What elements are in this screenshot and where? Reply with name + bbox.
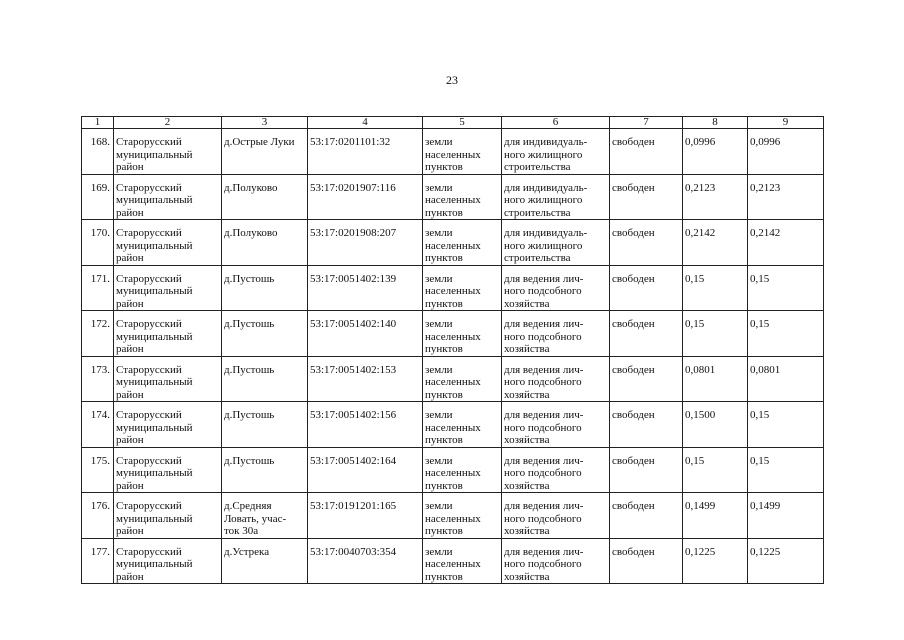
cadastral-number-cell <box>308 447 423 493</box>
locality-cell-text: д.Пустошь <box>224 409 275 421</box>
district-cell-text: Старорусский муниципальный район <box>116 545 193 583</box>
row-number-text: 169. <box>90 181 110 194</box>
status-cell-text: свободен <box>612 181 655 194</box>
cadastral-number-cell <box>308 538 423 584</box>
locality-cell <box>222 311 308 357</box>
land-category-cell-text: земли населенных пунктов <box>425 181 481 219</box>
district-cell <box>114 265 222 311</box>
row-number <box>82 220 114 266</box>
permitted-use-cell <box>502 265 610 311</box>
permitted-use-cell <box>502 447 610 493</box>
area-cell <box>683 311 748 357</box>
permitted-use-cell-text: для ведения лич- ного подсобного хозяйства <box>504 500 584 537</box>
area-cell-text: 0,15 <box>750 272 770 285</box>
cadastral-number-cell-text: 53:17:0051402:139 <box>310 272 397 285</box>
area-cell <box>683 174 748 220</box>
land-category-cell <box>423 538 502 584</box>
area-cell-text: 0,1499 <box>750 500 781 512</box>
land-category-cell-text: земли населенных пунктов <box>425 409 481 446</box>
locality-cell-text: д.Устрека <box>224 545 270 558</box>
table-row <box>82 402 824 448</box>
row-number-text: 176. <box>90 500 110 512</box>
land-category-cell <box>423 356 502 402</box>
column-header: 9 <box>748 117 824 129</box>
locality-cell <box>222 129 308 175</box>
area-cell <box>748 538 824 584</box>
cadastral-number-cell-text: 53:17:0040703:354 <box>310 545 397 558</box>
area-cell <box>748 220 824 266</box>
land-category-cell-text: земли населенных пунктов <box>425 272 481 310</box>
area-cell <box>683 129 748 175</box>
table-row <box>82 265 824 311</box>
district-cell-text: Старорусский муниципальный район <box>116 181 193 219</box>
district-cell <box>114 493 222 539</box>
area-cell <box>748 447 824 493</box>
status-cell-text: свободен <box>612 500 655 512</box>
locality-cell-text: д.Средняя Ловать, учас- ток 30а <box>224 500 287 537</box>
area-cell-text: 0,15 <box>750 454 770 467</box>
area-cell-text: 0,2142 <box>685 227 716 239</box>
permitted-use-cell-text: для индивидуаль- ного жилищного строительства <box>504 227 588 264</box>
land-category-cell-text: земли населенных пунктов <box>425 500 481 537</box>
district-cell <box>114 447 222 493</box>
area-cell <box>748 311 824 357</box>
district-cell <box>114 402 222 448</box>
column-header: 4 <box>308 117 423 129</box>
status-cell <box>610 129 683 175</box>
land-category-cell <box>423 493 502 539</box>
permitted-use-cell-text: для ведения лич- ного подсобного хозяйства <box>504 454 584 492</box>
area-cell <box>683 356 748 402</box>
column-number-row <box>82 117 824 129</box>
land-category-cell <box>423 220 502 266</box>
district-cell-text: Старорусский муниципальный район <box>116 500 193 537</box>
row-number <box>82 174 114 220</box>
table-row <box>82 220 824 266</box>
locality-cell-text: д.Полуково <box>224 227 278 239</box>
locality-cell-text: д.Полуково <box>224 181 278 194</box>
area-cell-text: 0,2142 <box>750 227 781 239</box>
permitted-use-cell <box>502 220 610 266</box>
area-cell <box>683 402 748 448</box>
permitted-use-cell <box>502 356 610 402</box>
permitted-use-cell <box>502 174 610 220</box>
column-header: 2 <box>114 117 222 129</box>
row-number-text: 170. <box>90 227 110 239</box>
status-cell <box>610 402 683 448</box>
status-cell <box>610 174 683 220</box>
land-category-cell-text: земли населенных пунктов <box>425 545 481 583</box>
area-cell <box>683 447 748 493</box>
status-cell-text: свободен <box>612 318 655 330</box>
area-cell-text: 0,1225 <box>685 545 716 558</box>
column-header: 5 <box>423 117 502 129</box>
cadastral-number-cell <box>308 402 423 448</box>
cadastral-number-cell-text: 53:17:0201907:116 <box>310 181 396 194</box>
cadastral-number-cell <box>308 311 423 357</box>
district-cell-text: Старорусский муниципальный район <box>116 454 193 492</box>
district-cell <box>114 538 222 584</box>
area-cell <box>748 265 824 311</box>
permitted-use-cell <box>502 129 610 175</box>
row-number-text: 168. <box>90 136 110 148</box>
district-cell <box>114 129 222 175</box>
status-cell <box>610 493 683 539</box>
district-cell-text: Старорусский муниципальный район <box>116 318 193 355</box>
table-row <box>82 447 824 493</box>
area-cell <box>683 265 748 311</box>
area-cell-text: 0,0996 <box>750 136 781 148</box>
area-cell <box>748 493 824 539</box>
permitted-use-cell-text: для ведения лич- ного подсобного хозяйства <box>504 409 584 446</box>
locality-cell <box>222 538 308 584</box>
status-cell-text: свободен <box>612 454 655 467</box>
row-number-text: 172. <box>90 318 110 330</box>
locality-cell <box>222 220 308 266</box>
row-number <box>82 265 114 311</box>
land-category-cell <box>423 402 502 448</box>
status-cell-text: свободен <box>612 136 655 148</box>
district-cell-text: Старорусский муниципальный район <box>116 136 193 173</box>
row-number-text: 174. <box>90 409 110 421</box>
status-cell <box>610 538 683 584</box>
district-cell-text: Старорусский муниципальный район <box>116 363 193 401</box>
land-plots-table <box>81 116 824 584</box>
locality-cell <box>222 174 308 220</box>
row-number-text: 175. <box>90 454 110 467</box>
row-number-text: 177. <box>90 545 110 558</box>
district-cell <box>114 220 222 266</box>
land-category-cell <box>423 174 502 220</box>
cadastral-number-cell <box>308 174 423 220</box>
locality-cell-text: д.Пустошь <box>224 272 275 285</box>
column-header: 7 <box>610 117 683 129</box>
area-cell-text: 0,0801 <box>750 363 781 376</box>
area-cell-text: 0,15 <box>750 318 770 330</box>
area-cell <box>748 356 824 402</box>
area-cell-text: 0,15 <box>685 454 705 467</box>
cadastral-number-cell <box>308 493 423 539</box>
row-number <box>82 493 114 539</box>
area-cell <box>748 129 824 175</box>
permitted-use-cell <box>502 402 610 448</box>
permitted-use-cell-text: для ведения лич- ного подсобного хозяйства <box>504 272 584 310</box>
area-cell-text: 0,15 <box>750 409 770 421</box>
table-row <box>82 129 824 175</box>
status-cell-text: свободен <box>612 363 655 376</box>
area-cell-text: 0,15 <box>685 272 705 285</box>
locality-cell <box>222 493 308 539</box>
status-cell-text: свободен <box>612 227 655 239</box>
permitted-use-cell <box>502 311 610 357</box>
table-row <box>82 538 824 584</box>
status-cell <box>610 447 683 493</box>
area-cell-text: 0,1225 <box>750 545 781 558</box>
cadastral-number-cell-text: 53:17:0051402:164 <box>310 454 397 467</box>
district-cell-text: Старорусский муниципальный район <box>116 227 193 264</box>
permitted-use-cell-text: для ведения лич- ного подсобного хозяйства <box>504 545 584 583</box>
cadastral-number-cell-text: 53:17:0201908:207 <box>310 227 397 239</box>
status-cell-text: свободен <box>612 545 655 558</box>
district-cell-text: Старорусский муниципальный район <box>116 272 193 310</box>
status-cell <box>610 265 683 311</box>
locality-cell-text: д.Пустошь <box>224 454 275 467</box>
status-cell <box>610 220 683 266</box>
land-category-cell-text: земли населенных пунктов <box>425 318 481 355</box>
table-row <box>82 174 824 220</box>
area-cell-text: 0,15 <box>685 318 705 330</box>
cadastral-number-cell <box>308 356 423 402</box>
area-cell <box>748 402 824 448</box>
row-number <box>82 538 114 584</box>
locality-cell-text: д.Пустошь <box>224 363 275 376</box>
cadastral-number-cell <box>308 220 423 266</box>
status-cell <box>610 356 683 402</box>
page-number: 23 <box>446 73 458 87</box>
cadastral-number-cell-text: 53:17:0051402:140 <box>310 318 397 330</box>
row-number-text: 173. <box>90 363 110 376</box>
land-category-cell <box>423 129 502 175</box>
column-header: 1 <box>82 117 114 129</box>
row-number <box>82 356 114 402</box>
permitted-use-cell <box>502 538 610 584</box>
cadastral-number-cell-text: 53:17:0191201:165 <box>310 500 397 512</box>
permitted-use-cell-text: для индивидуаль- ного жилищного строительства <box>504 181 588 219</box>
locality-cell <box>222 265 308 311</box>
row-number <box>82 402 114 448</box>
table-row <box>82 493 824 539</box>
area-cell-text: 0,1500 <box>685 409 716 421</box>
district-cell <box>114 356 222 402</box>
permitted-use-cell-text: для индивидуаль- ного жилищного строительства <box>504 136 588 173</box>
land-category-cell-text: земли населенных пунктов <box>425 227 481 264</box>
area-cell-text: 0,0801 <box>685 363 716 376</box>
district-cell <box>114 174 222 220</box>
permitted-use-cell-text: для ведения лич- ного подсобного хозяйства <box>504 363 584 401</box>
table-row <box>82 356 824 402</box>
land-category-cell-text: земли населенных пунктов <box>425 454 481 492</box>
locality-cell <box>222 447 308 493</box>
area-cell <box>683 493 748 539</box>
locality-cell-text: д.Пустошь <box>224 318 275 330</box>
row-number <box>82 447 114 493</box>
locality-cell-text: д.Острые Луки <box>224 136 295 148</box>
cadastral-number-cell-text: 53:17:0051402:156 <box>310 409 397 421</box>
permitted-use-cell <box>502 493 610 539</box>
area-cell-text: 0,2123 <box>750 181 781 194</box>
land-category-cell-text: земли населенных пунктов <box>425 136 481 173</box>
table-row <box>82 311 824 357</box>
cadastral-number-cell-text: 53:17:0201101:32 <box>310 136 391 148</box>
land-category-cell <box>423 311 502 357</box>
cadastral-number-cell <box>308 129 423 175</box>
area-cell <box>683 538 748 584</box>
row-number-text: 171. <box>90 272 110 285</box>
locality-cell <box>222 356 308 402</box>
permitted-use-cell-text: для ведения лич- ного подсобного хозяйства <box>504 318 584 355</box>
district-cell-text: Старорусский муниципальный район <box>116 409 193 446</box>
area-cell-text: 0,1499 <box>685 500 716 512</box>
land-category-cell <box>423 265 502 311</box>
land-category-cell-text: земли населенных пунктов <box>425 363 481 401</box>
locality-cell <box>222 402 308 448</box>
status-cell <box>610 311 683 357</box>
cadastral-number-cell <box>308 265 423 311</box>
area-cell-text: 0,2123 <box>685 181 716 194</box>
status-cell-text: свободен <box>612 409 655 421</box>
area-cell-text: 0,0996 <box>685 136 716 148</box>
area-cell <box>748 174 824 220</box>
column-header: 8 <box>683 117 748 129</box>
cadastral-number-cell-text: 53:17:0051402:153 <box>310 363 397 376</box>
status-cell-text: свободен <box>612 272 655 285</box>
column-header: 3 <box>222 117 308 129</box>
row-number <box>82 129 114 175</box>
row-number <box>82 311 114 357</box>
area-cell <box>683 220 748 266</box>
land-category-cell <box>423 447 502 493</box>
district-cell <box>114 311 222 357</box>
column-header: 6 <box>502 117 610 129</box>
